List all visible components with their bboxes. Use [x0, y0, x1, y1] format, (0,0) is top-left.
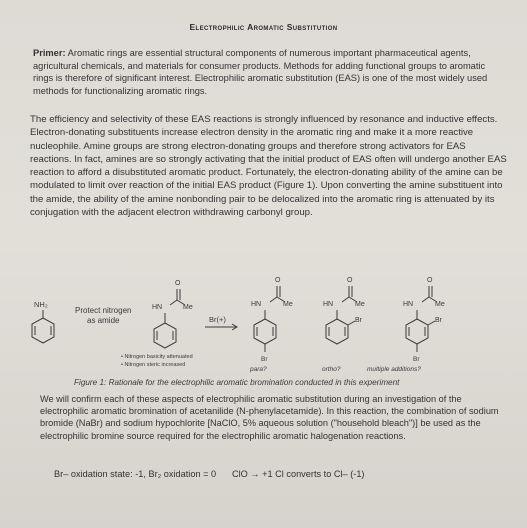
aniline-structure [32, 310, 54, 343]
multi-br-para-label: Br [413, 356, 420, 363]
ortho-question-label: ortho? [322, 366, 341, 373]
figure-1-scheme [25, 272, 505, 380]
body-paragraph-experiment: We will confirm each of these aspects of electrophilic aromatic substitution during an investigation of the electrophilic aromatic bromination of acetanilide (N-phenylacetamide). In this reaction, the combination of sodium bromide (NaBr) and sodium hypochlorite [NaClO, 5% aqueous solution ("household bleach")] be used as the electrophilic bromine source required for the electrophilic aromatic halogenation reactions. [40, 394, 499, 441]
ortho-me-label: Me [355, 301, 365, 308]
multiple-additions-label: multiple additions? [367, 366, 421, 373]
multi-o-label: O [427, 277, 433, 284]
para-me-label: Me [283, 301, 293, 308]
multi-hn-label: HN [403, 301, 414, 308]
aniline-nh2-label: NH₂ [34, 300, 48, 309]
body-paragraph-effects: The efficiency and selectivity of these EAS reactions is strongly influenced by resonance and inductive effects. Electron-donating substituents increase electron density in the aromatic ring and make it a more reactive nucleophile. Amine groups are strong electron-donating groups and therefore strong activators for EAS reactions. In fact, amines are so strongly activating that the initial product of EAS often will undergo another EAS reaction to afford a disubstituted aromatic product. Fortunately, the electron-donating ability of the amine can be modulated to limit over reaction of the initial EAS product (Figure 1). Upon converting the amine substituent into the amide, the ability of the amine nonbonding pair to be delocalized into the aromatic ring is attenuated by its conjugation with the adjacent electron withdrawing carbonyl group. [30, 114, 507, 219]
as-amide-label: as amide [87, 316, 120, 325]
acetanilide-hn-label: HN [152, 304, 163, 311]
ortho-hn-label: HN [323, 301, 334, 308]
figure-caption: Figure 1: Rationale for the electrophilic aromatic bromination conducted in this experiment [74, 378, 400, 387]
note-basicity: • Nitrogen basicity attenuated [121, 354, 193, 360]
multi-br-ortho-label: Br [435, 317, 442, 324]
ortho-o-label: O [347, 277, 353, 284]
para-br-label: Br [261, 356, 268, 363]
handwritten-note-bromine: Br– oxidation state: -1, Br₂ oxidation = 0 [54, 469, 217, 479]
br-plus-label: Br(+) [209, 315, 226, 324]
multi-me-label: Me [435, 301, 445, 308]
page-title: Electrophilic Aromatic Substitution [189, 22, 338, 32]
acetanilide-me-label: Me [183, 304, 193, 311]
ortho-br-label: Br [355, 317, 362, 324]
para-product-structure [254, 286, 285, 352]
protect-nitrogen-label: Protect nitrogen [75, 306, 132, 315]
acetanilide-o-label: O [175, 280, 181, 287]
ortho-product-structure [326, 286, 357, 344]
dibromo-product-structure [406, 286, 437, 352]
primer-paragraph [33, 47, 503, 97]
acetanilide-structure [154, 289, 185, 348]
para-question-label: para? [250, 366, 267, 373]
primer-label: Primer: [33, 48, 66, 58]
para-hn-label: HN [251, 301, 262, 308]
primer-text: Aromatic rings are essential structural components of numerous important pharmaceutical agents, agricultural chemicals, and materials for consumer products. Methods for adding functional groups to aromatic rings is therefore of significant interest. Electrophilic aromatic substitution (EAS) is one of the most widely used methods for functionalizing aromatic rings. [33, 48, 488, 96]
para-o-label: O [275, 277, 281, 284]
handwritten-note-chlorine: ClO → +1 Cl converts to Cl– (-1) [232, 469, 365, 479]
note-steric: • Nitrogen steric increased [121, 362, 186, 368]
